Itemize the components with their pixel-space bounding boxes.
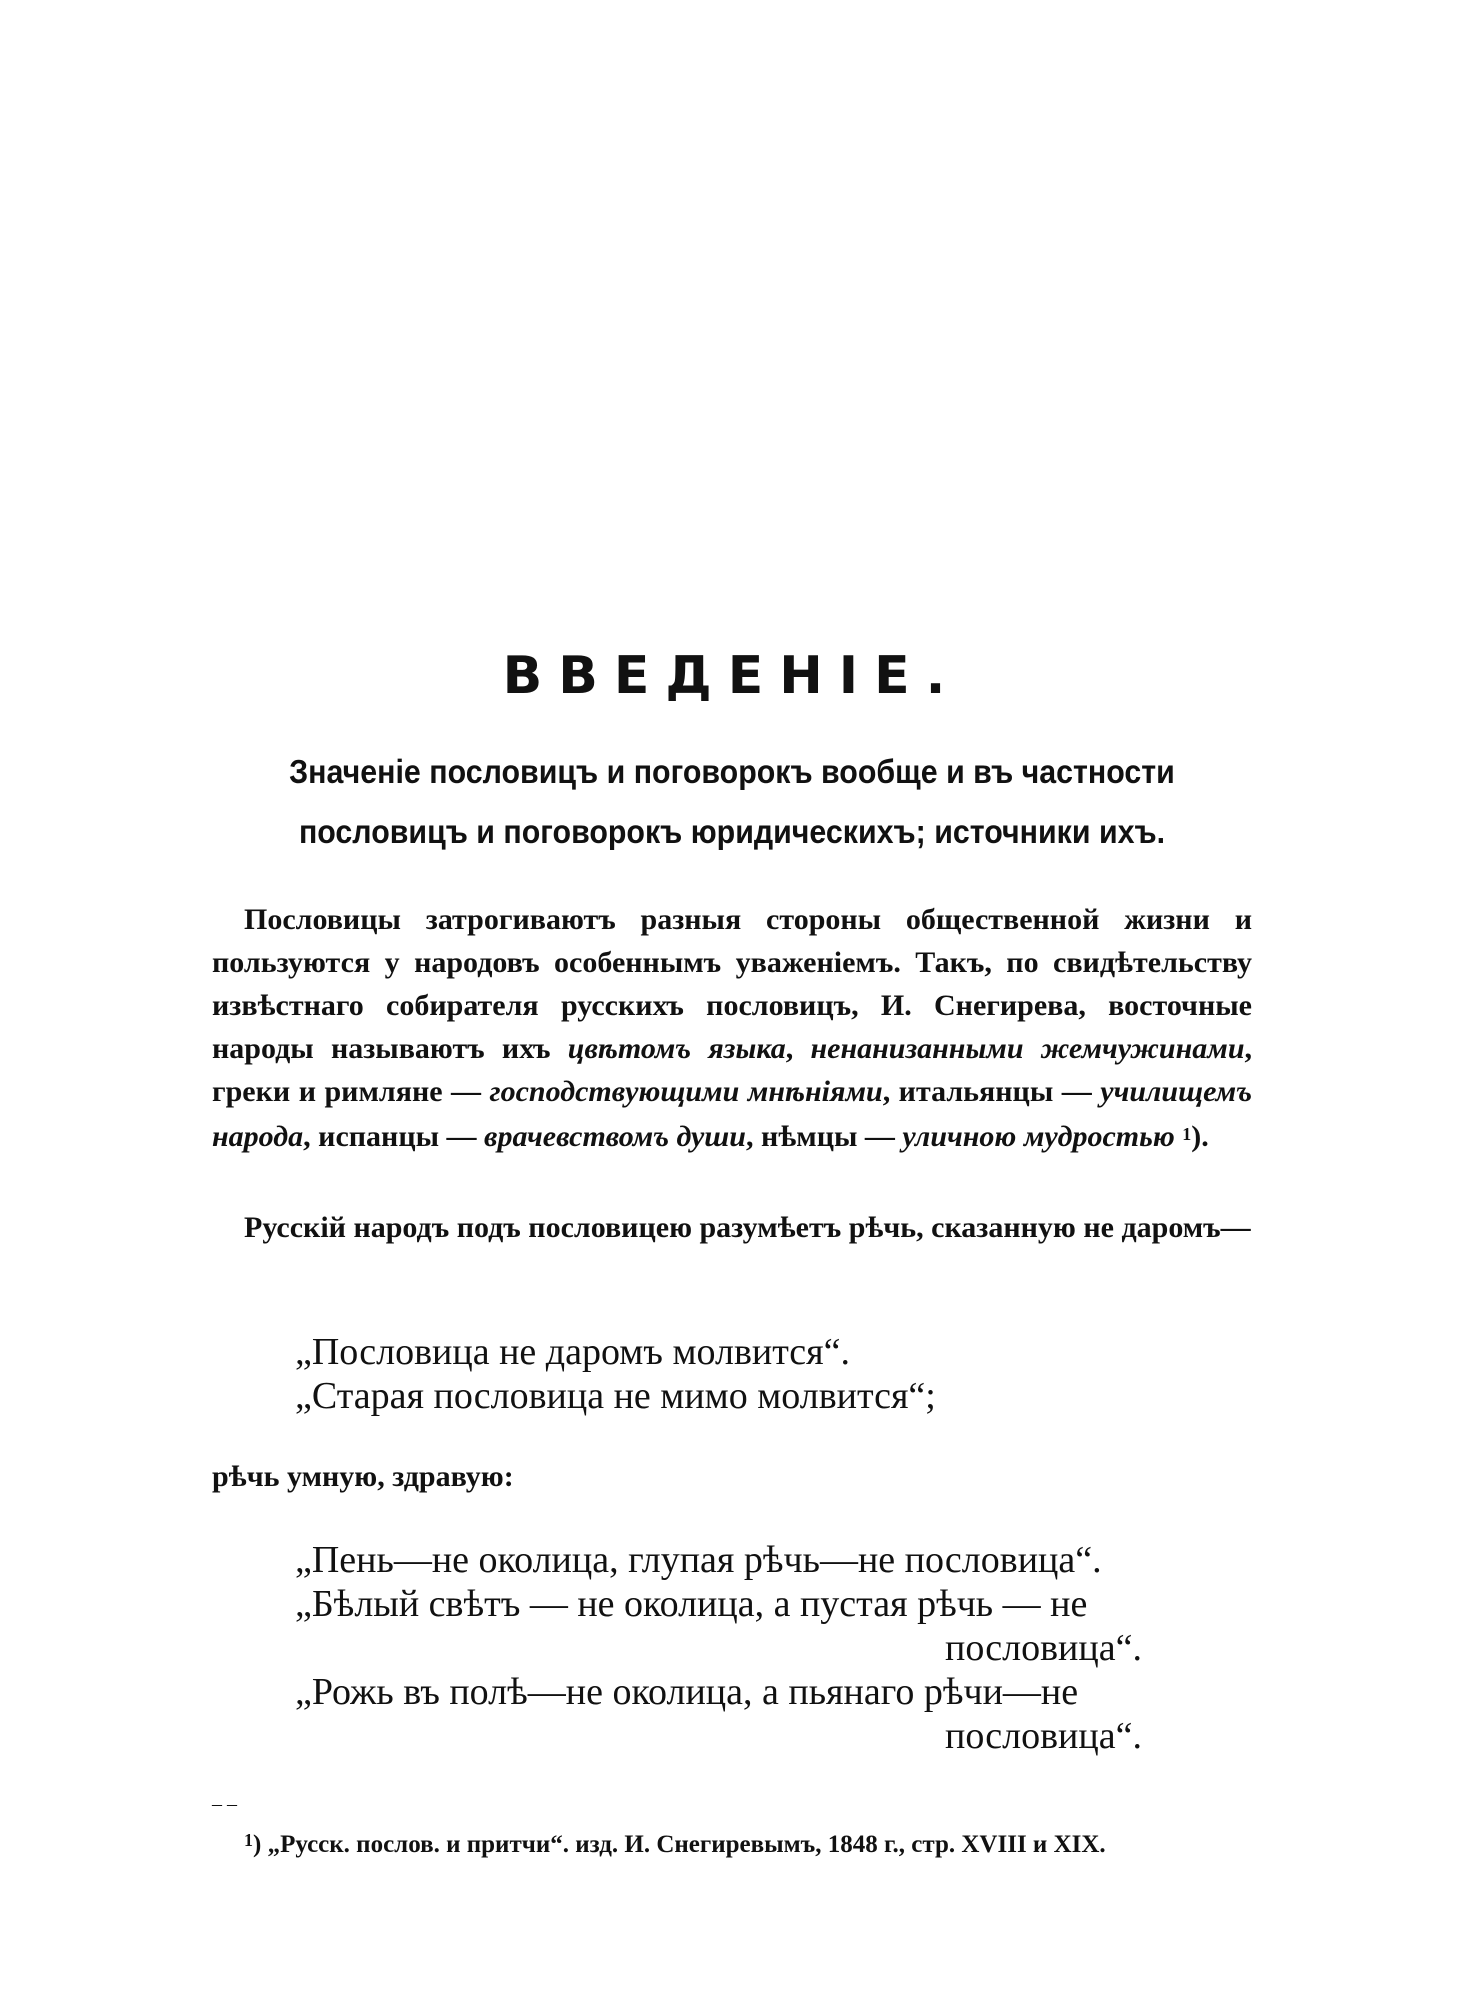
chapter-subtitle — [224, 742, 1240, 862]
paragraph-2: Русскій народъ подъ пословицею разумѣетъ рѣчь, сказанную не даромъ— — [244, 1211, 1251, 1244]
proverb-line: „Старая пословица не мимо молвится“; — [295, 1375, 936, 1417]
paragraph-1 — [212, 898, 1252, 1158]
subtitle-line-2: пословицъ и поговорокъ юридическихъ; источники ихъ. — [298, 813, 1166, 850]
para1-italic-1: цвѣтомъ языка — [567, 1032, 786, 1065]
proverb-line-continuation: пословица“. — [945, 1715, 1142, 1757]
para1-text-a: Пословицы затрогиваютъ разныя стороны общественной жизни и пользуются у народовъ особеннымъ уваженіемъ. Такъ, по свидѣтельству извѣстнаго собирателя русскихъ пословицъ, И. Снегирева, восточные народы называютъ ихъ — [212, 903, 1252, 1065]
para1-text-e: , испанцы — — [303, 1120, 485, 1153]
paragraph-3: рѣчь умную, здравую: — [212, 1460, 514, 1493]
para1-text-d: , итальянцы — — [882, 1075, 1101, 1108]
chapter-title: ВВЕДЕНІЕ. — [502, 646, 962, 706]
para1-text-f: , нѣмцы — — [745, 1120, 903, 1153]
proverb-line-continuation: пословица“. — [945, 1627, 1142, 1669]
subtitle-line-1: Значеніе пословицъ и поговорокъ вообще и въ частности — [289, 753, 1175, 790]
proverb-block-2 — [295, 1538, 1255, 1758]
footnote-text: ) „Русск. послов. и притчи“. изд. И. Снегиревымъ, 1848 г., стр. XVIII и XIX. — [253, 1831, 1106, 1858]
footnote-mark: 1 — [244, 1830, 253, 1850]
para1-italic-4: училищемъ народа — [212, 1075, 1253, 1153]
proverb-line: „Рожь въ полѣ—не околица, а пьянаго рѣчи—не — [295, 1671, 1079, 1713]
para1-italic-3: господствующими мнѣніями — [489, 1075, 883, 1108]
para1-text-g: ). — [1191, 1120, 1209, 1153]
para1-italic-6: уличною мудростью — [902, 1120, 1175, 1153]
proverb-line: „Пословица не даромъ молвится“. — [295, 1331, 851, 1373]
footnote-reference: 1 — [1182, 1124, 1192, 1144]
proverb-block-1 — [295, 1330, 1255, 1418]
proverb-line: „Бѣлый свѣтъ — не околица, а пустая рѣчь — не — [295, 1583, 1088, 1625]
footnote — [212, 1825, 1252, 1860]
footnote-separator: – – — [212, 1793, 237, 1815]
para1-italic-5: врачевствомъ души — [484, 1120, 746, 1153]
para1-text-b: , — [785, 1032, 811, 1065]
para1-italic-2: ненанизанными жемчужинами — [810, 1032, 1245, 1065]
para1-text-c: , греки и римляне — — [212, 1032, 1253, 1108]
proverb-line: „Пень—не околица, глупая рѣчь—не пословица“. — [295, 1539, 1102, 1581]
